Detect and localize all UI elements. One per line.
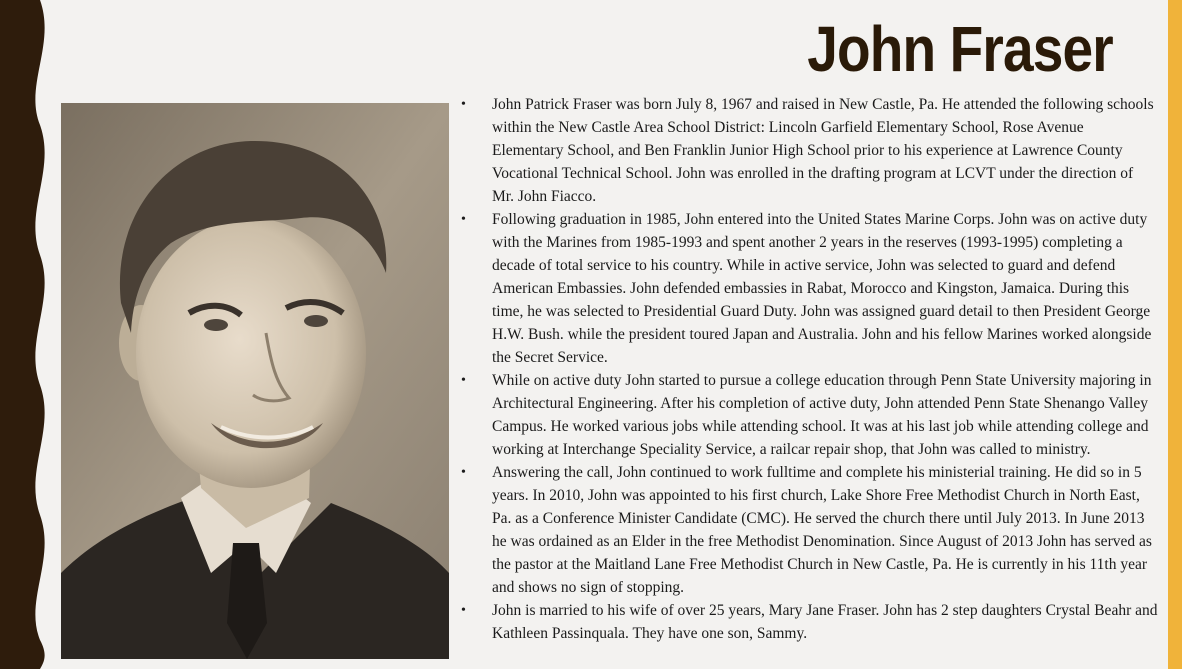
bullet-icon: • bbox=[461, 373, 466, 388]
bio-text: John is married to his wife of over 25 years, Mary Jane Fraser. John has 2 step daughters Crystal Beahr and Kathleen Passinquala. They have one son, Sammy. bbox=[492, 602, 1158, 642]
list-item bbox=[458, 208, 1158, 369]
left-wave-border bbox=[0, 0, 60, 669]
portrait-photo bbox=[61, 103, 449, 659]
list-item bbox=[458, 369, 1158, 461]
bio-text: John Patrick Fraser was born July 8, 1967 and raised in New Castle, Pa. He attended the following schools within the New Castle Area School District: Lincoln Garfield Elementary School, Rose Avenue Elementary School, and Ben Franklin Junior High School prior to his experience at Lawrence County Vocational Technical School. John was enrolled in the drafting program at LCVT under the direction of Mr. John Fiacco. bbox=[492, 96, 1154, 205]
bullet-icon: • bbox=[461, 603, 466, 618]
bio-text: Following graduation in 1985, John entered into the United States Marine Corps. John was on active duty with the Marines from 1985-1993 and spent another 2 years in the reserves (1993-1995) completing a decade of total service to his country. While in active service, John was selected to guard and defend American Embassies. John defended embassies in Rabat, Morocco and Kingston, Jamaica. During this time, he was selected to Presidential Guard Duty. John was assigned guard detail to then President George H.W. Bush. while the president toured Japan and Australia. John and his fellow Marines worked alongside the Secret Service. bbox=[492, 211, 1152, 366]
bio-text: While on active duty John started to pursue a college education through Penn State University majoring in Architectural Engineering. After his completion of active duty, John attended Penn State Shenango Valley Campus. He worked various jobs while attending school. It was at his last job while attending college and working at Interchange Speciality Service, a railcar repair shop, that John was called to ministry. bbox=[492, 372, 1152, 458]
bullet-icon: • bbox=[461, 465, 466, 480]
right-accent-bar bbox=[1168, 0, 1182, 669]
bio-text: Answering the call, John continued to work fulltime and complete his ministerial training. He did so in 5 years. In 2010, John was appointed to his first church, Lake Shore Free Methodist Church in North East, Pa. as a Conference Minister Candidate (CMC). He served the church there until July 2013. In June 2013 he was ordained as an Elder in the free Methodist Denomination. Since August of 2013 John has served as the pastor at the Maitland Lane Free Methodist Church in New Castle, Pa. He is currently in his 11th year and shows no sign of stopping. bbox=[492, 464, 1152, 596]
bullet-icon: • bbox=[461, 212, 466, 227]
biography-list bbox=[458, 93, 1158, 645]
list-item bbox=[458, 599, 1158, 645]
page-title: John Fraser bbox=[807, 13, 1113, 85]
list-item bbox=[458, 93, 1158, 208]
bullet-icon: • bbox=[461, 97, 466, 112]
list-item bbox=[458, 461, 1158, 599]
